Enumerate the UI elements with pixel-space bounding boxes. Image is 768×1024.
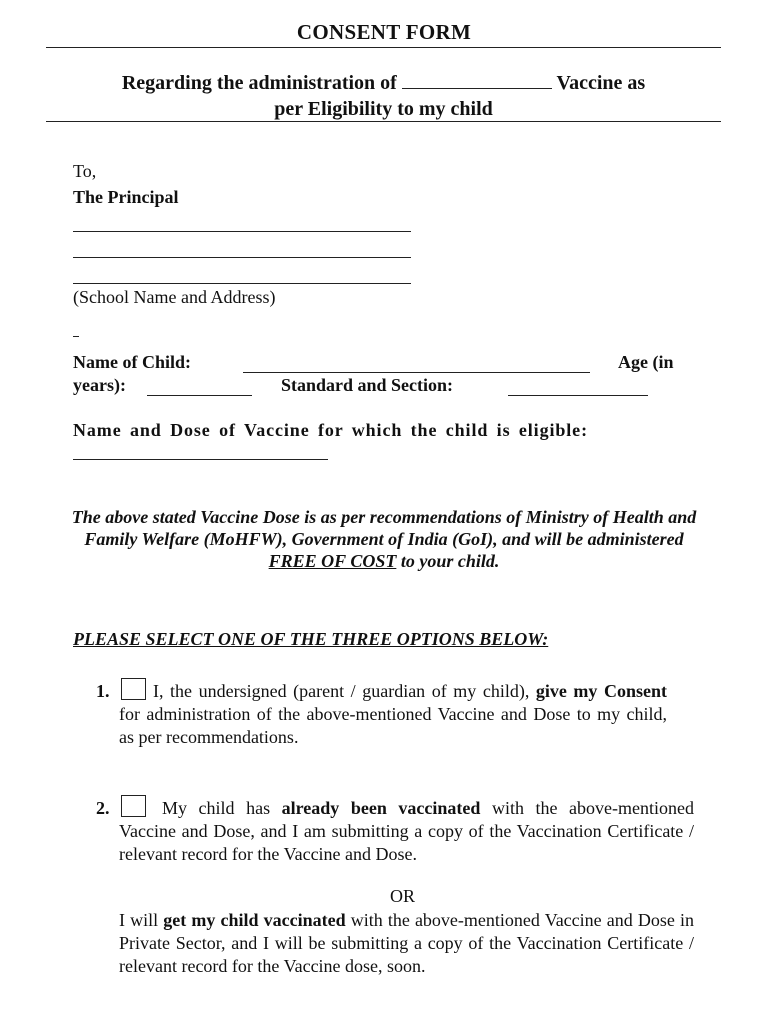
age-label-part1: Age (in (618, 352, 674, 372)
option1-text (119, 680, 667, 749)
standard-section-label: Standard and Section: (281, 375, 454, 395)
option1-bold-1: give my Consent (535, 681, 667, 701)
option1-text-1: I, the undersigned (parent / guardian of my child), (153, 681, 536, 701)
notice-text-1: The above stated Vaccine Dose is as per recommendations of Ministry of Health and Family Welfare (MoHFW), Government of India (GoI), and will be administered (71, 507, 697, 549)
vaccine-eligibility-label: Name and Dose of Vaccine for which the child is eligible: (73, 420, 588, 440)
option2-text-3: I will (119, 910, 164, 930)
option2-bold-1: already been vaccinated (281, 798, 481, 818)
option2-text (119, 797, 694, 866)
option1-text-2: for administration of the above-mentioned Vaccine and Dose to my child, as per recommendations. (119, 704, 667, 747)
option2-or: OR (390, 886, 416, 906)
child-name-field[interactable] (243, 372, 590, 373)
to-label: To, (73, 161, 97, 181)
age-label-part2: years): (73, 375, 126, 395)
address-block (73, 158, 179, 210)
addressee: The Principal (73, 187, 179, 207)
option1-number: 1. (96, 681, 110, 701)
subtitle-divider (46, 121, 721, 122)
subtitle-prefix: Regarding the administration of (121, 72, 397, 94)
title-divider (46, 47, 721, 48)
age-field[interactable] (147, 395, 252, 396)
address-caption: (School Name and Address) (73, 287, 276, 307)
notice-text-2: to your child. (396, 551, 500, 571)
option2-text-1: My child has (162, 798, 282, 818)
school-address-line-1[interactable] (73, 231, 411, 232)
option2-text-4: with the above-mentioned Vaccine and Dose in Private Sector, and I will be submitting a copy of the Vaccination Certificate / relevant record for the Vaccine dose, soon. (119, 910, 694, 976)
vaccine-eligibility-field[interactable] (73, 459, 328, 460)
school-address-line-2[interactable] (73, 257, 411, 258)
option2-bold-2: get my child vaccinated (163, 910, 346, 930)
option2-alt-text (119, 909, 694, 978)
standard-section-field[interactable] (508, 395, 648, 396)
options-heading: PLEASE SELECT ONE OF THE THREE OPTIONS BELOW: (73, 629, 549, 649)
school-address-line-3[interactable] (73, 283, 411, 284)
vaccine-notice (60, 506, 708, 572)
stray-dash (73, 336, 79, 337)
option2-text-2: with the above-mentioned Vaccine and Dose, and I am submitting a copy of the Vaccination Certificate / relevant record for the Vaccine and Dose. (119, 798, 694, 864)
child-name-label: Name of Child: (73, 352, 191, 372)
subtitle-suffix: Vaccine as (556, 72, 646, 94)
notice-emphasis: FREE OF COST (268, 551, 397, 571)
form-subtitle (46, 70, 721, 122)
option2-number: 2. (96, 798, 110, 818)
subtitle-line2: per Eligibility to my child (274, 98, 493, 120)
vaccine-name-blank[interactable] (402, 70, 552, 89)
form-title: CONSENT FORM (296, 20, 472, 44)
